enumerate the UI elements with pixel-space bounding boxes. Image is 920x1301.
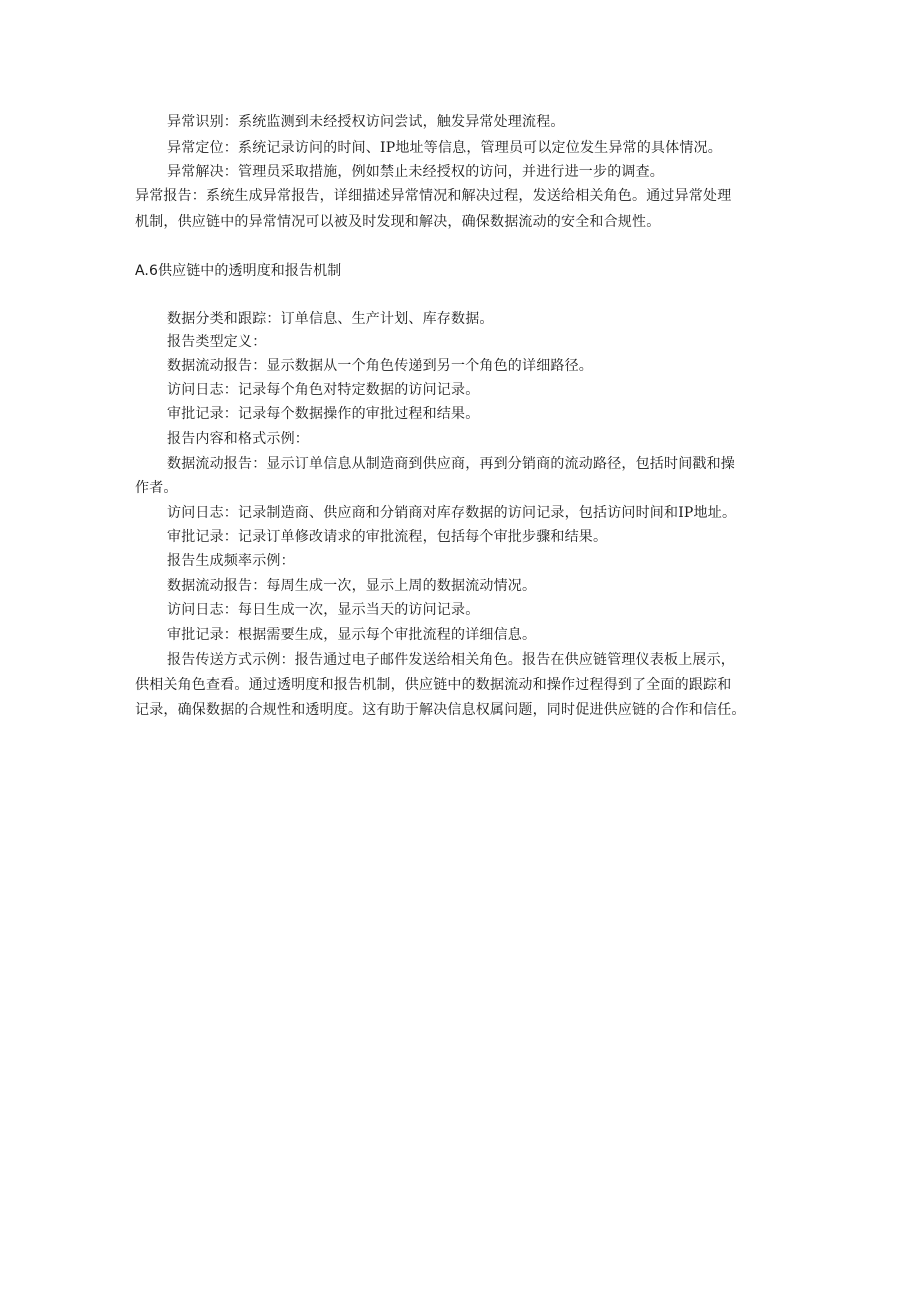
paragraph-line: 数据流动报告：每周生成一次，显示上周的数据流动情况。 [167, 578, 537, 594]
paragraph-line: 审批记录：记录每个数据操作的审批过程和结果。 [167, 406, 480, 422]
paragraph-line: 数据分类和跟踪：订单信息、生产计划、库存数据。 [167, 311, 494, 327]
paragraph-line: 数据流动报告：显示数据从一个角色传递到另一个角色的详细路径。 [167, 358, 593, 374]
paragraph-line: 报告生成频率示例： [167, 553, 295, 569]
paragraph-line: 报告类型定义： [167, 334, 267, 350]
paragraph-line: 报告传送方式示例：报告通过电子邮件发送给相关角色。报告在供应链管理仪表板上展示， [167, 652, 735, 668]
paragraph-line: 机制，供应链中的异常情况可以被及时发现和解决，确保数据流动的安全和合规性。 [135, 214, 661, 230]
paragraph-line: 异常识别：系统监测到未经授权访问尝试，触发异常处理流程。 [167, 114, 565, 130]
paragraph-line: 审批记录：根据需要生成，显示每个审批流程的详细信息。 [167, 627, 537, 643]
paragraph-line: 审批记录：记录订单修改请求的审批流程，包括每个审批步骤和结果。 [167, 529, 608, 545]
paragraph-line: 作者。 [135, 480, 178, 496]
paragraph-line: 异常报告：系统生成异常报告，详细描述异常情况和解决过程，发送给相关角色。通过异常处理 [135, 188, 732, 204]
paragraph-line: 异常定位：系统记录访问的时间、IP地址等信息，管理员可以定位发生异常的具体情况。 [167, 140, 722, 156]
paragraph-line: 数据流动报告：显示订单信息从制造商到供应商，再到分销商的流动路径，包括时间戳和操 [167, 456, 735, 472]
section-heading: A.6供应链中的透明度和报告机制 [135, 263, 342, 279]
paragraph-line: 访问日志：每日生成一次，显示当天的访问记录。 [167, 602, 480, 618]
paragraph-line: 记录，确保数据的合规性和透明度。这有助于解决信息权属问题，同时促进供应链的合作和信任。 [135, 702, 746, 718]
paragraph-line: 供相关角色查看。通过透明度和报告机制，供应链中的数据流动和操作过程得到了全面的跟踪和 [135, 677, 732, 693]
paragraph-line: 异常解决：管理员采取措施，例如禁止未经授权的访问，并进行进一步的调查。 [167, 164, 664, 180]
paragraph-line: 报告内容和格式示例： [167, 431, 309, 447]
paragraph-line: 访问日志：记录制造商、供应商和分销商对库存数据的访问记录，包括访问时间和IP地址。 [167, 505, 737, 521]
paragraph-line: 访问日志：记录每个角色对特定数据的访问记录。 [167, 382, 480, 398]
